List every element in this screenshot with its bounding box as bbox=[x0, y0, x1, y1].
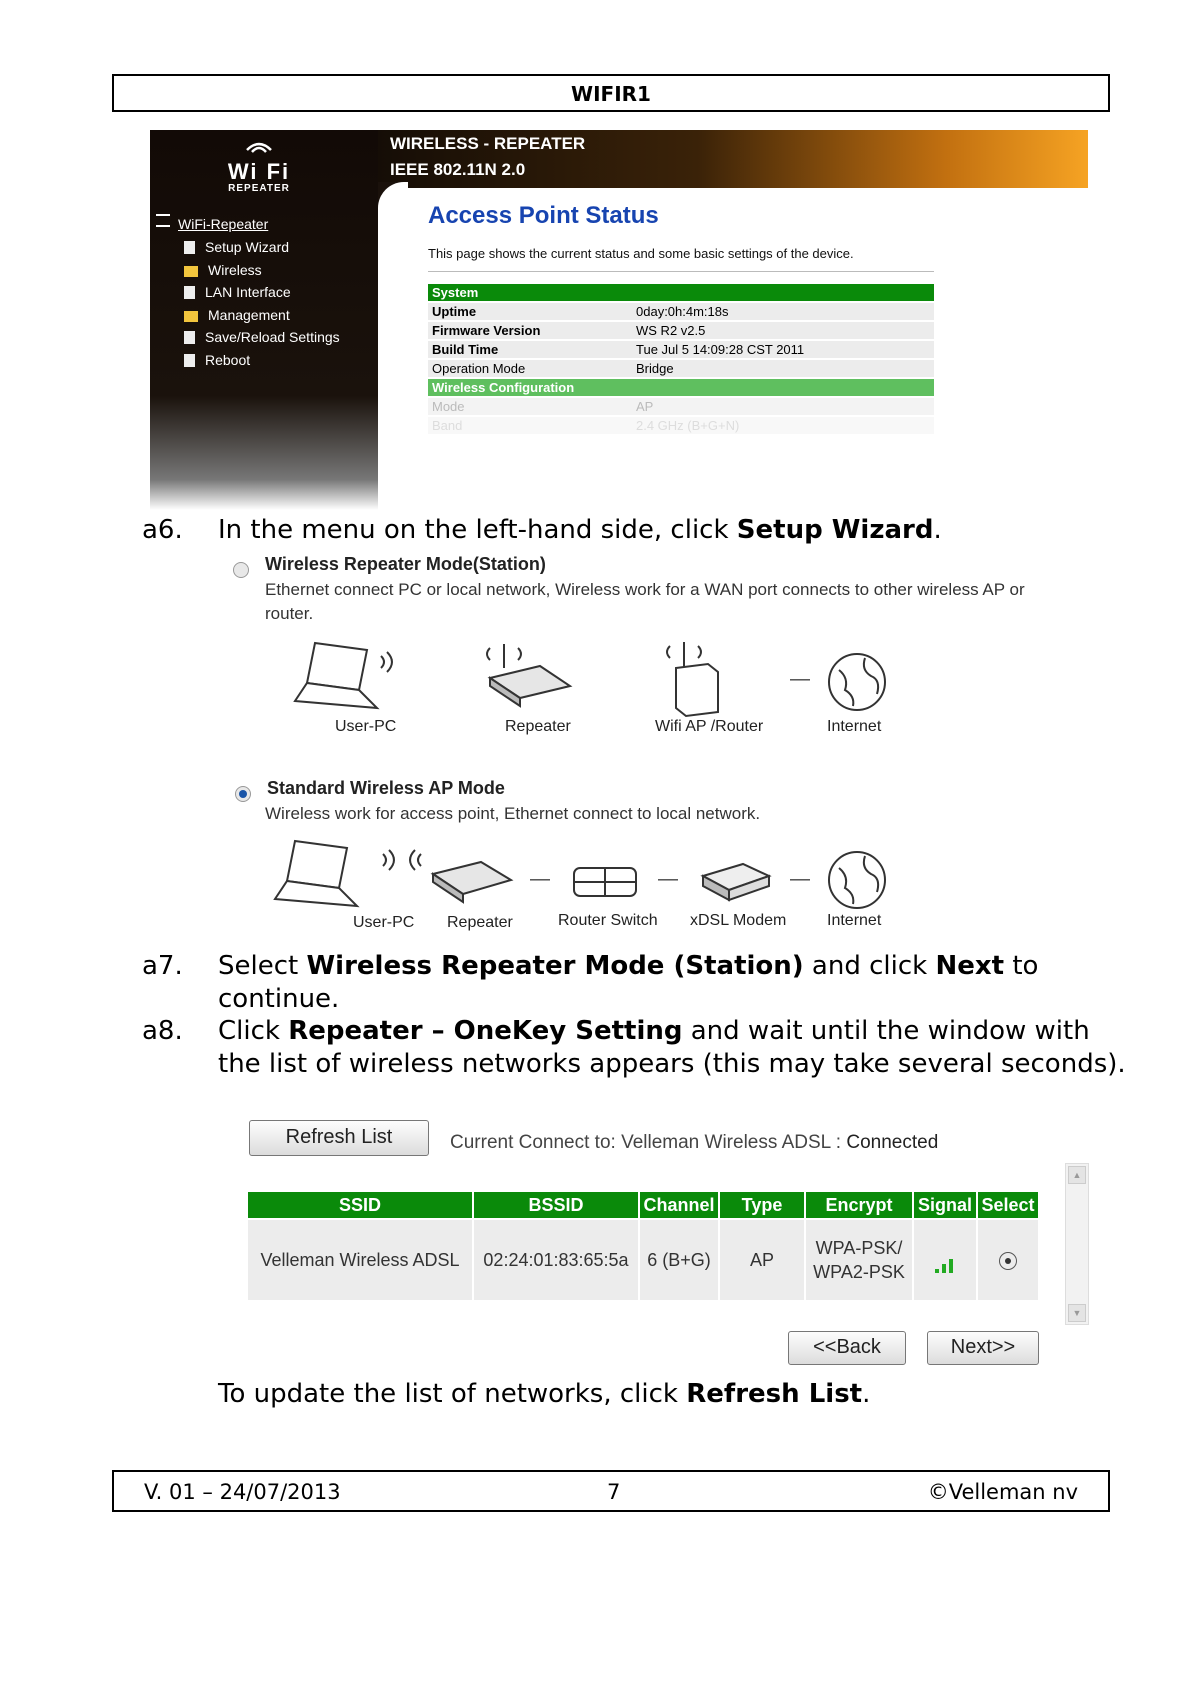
menu-item-wireless[interactable]: Wireless bbox=[184, 259, 340, 282]
wifi-signal-icon bbox=[244, 140, 274, 154]
repeater-icon bbox=[480, 638, 590, 718]
setup-wizard-mode-screenshot bbox=[225, 550, 1025, 935]
ssid-cell: Velleman Wireless ADSL bbox=[248, 1220, 472, 1300]
connector-dash: — bbox=[790, 868, 810, 890]
update-note: To update the list of networks, click Refresh List. bbox=[218, 1379, 871, 1409]
header-title: WIFIR1 bbox=[571, 82, 651, 106]
globe-icon bbox=[825, 650, 889, 714]
device-label: xDSL Modem bbox=[690, 912, 787, 929]
laptop-icon bbox=[285, 638, 415, 718]
device-label: Wifi AP /Router bbox=[655, 718, 764, 735]
device-label: Internet bbox=[827, 718, 882, 735]
device-label: User-PC bbox=[353, 914, 415, 931]
column-header: Signal bbox=[914, 1192, 976, 1218]
page-footer bbox=[112, 1470, 1110, 1512]
select-cell bbox=[978, 1220, 1038, 1300]
next-button[interactable]: Next>> bbox=[927, 1331, 1039, 1365]
tree-icon bbox=[156, 214, 170, 227]
banner-corner bbox=[378, 182, 408, 212]
logo-sub-text: REPEATER bbox=[228, 183, 290, 194]
column-header: Type bbox=[720, 1192, 804, 1218]
device-label: Router Switch bbox=[558, 912, 658, 929]
device-label: Repeater bbox=[505, 718, 571, 735]
mode2-description: Wireless work for access point, Ethernet connect to local network. bbox=[265, 804, 761, 823]
page-description: This page shows the current status and some basic settings of the device. bbox=[428, 246, 854, 261]
device-label: Repeater bbox=[447, 914, 513, 931]
scroll-down-icon[interactable]: ▼ bbox=[1068, 1304, 1086, 1322]
connected-status: Connected bbox=[846, 1132, 939, 1153]
menu-tree bbox=[156, 214, 340, 371]
footer-version: V. 01 – 24/07/2013 bbox=[144, 1480, 341, 1504]
network-table bbox=[246, 1190, 1040, 1302]
table-row: Operation Mode Bridge bbox=[428, 360, 934, 377]
column-header: Select bbox=[978, 1192, 1038, 1218]
back-button[interactable]: <<Back bbox=[788, 1331, 906, 1365]
footer-copyright: ©Velleman nv bbox=[927, 1480, 1078, 1504]
status-content bbox=[428, 202, 948, 436]
divider bbox=[428, 271, 934, 272]
table-row: Mode AP bbox=[428, 398, 934, 415]
device-label: User-PC bbox=[335, 718, 397, 735]
connector-dash: — bbox=[530, 868, 550, 890]
page-title: Access Point Status bbox=[428, 202, 659, 229]
network-list-screenshot bbox=[245, 1118, 1100, 1378]
signal-strength-icon bbox=[935, 1249, 956, 1273]
menu-item-lan-interface[interactable]: LAN Interface bbox=[184, 281, 340, 304]
connector-dash: — bbox=[658, 868, 678, 890]
banner-line2: IEEE 802.11N 2.0 bbox=[390, 160, 526, 179]
page-icon bbox=[184, 241, 195, 254]
globe-icon bbox=[825, 848, 889, 912]
column-header: Channel bbox=[640, 1192, 718, 1218]
select-radio[interactable] bbox=[999, 1252, 1017, 1270]
device-label: Internet bbox=[827, 912, 882, 929]
menu-item-save-reload[interactable]: Save/Reload Settings bbox=[184, 326, 340, 349]
menu-item-reboot[interactable]: Reboot bbox=[184, 349, 340, 372]
logo-main-text: Wi Fi bbox=[227, 159, 291, 184]
banner-line1: WIRELESS - REPEATER bbox=[390, 134, 586, 153]
column-header: SSID bbox=[248, 1192, 472, 1218]
router-switch-icon bbox=[570, 860, 640, 904]
connection-status: Current Connect to: Velleman Wireless ADSL : Connected bbox=[450, 1132, 939, 1153]
refresh-list-button[interactable]: Refresh List bbox=[249, 1120, 429, 1156]
footer-page-number: 7 bbox=[607, 1480, 621, 1504]
sidebar bbox=[150, 130, 378, 510]
table-row[interactable] bbox=[248, 1220, 1038, 1300]
column-header: Encrypt bbox=[806, 1192, 912, 1218]
folder-icon bbox=[184, 266, 198, 277]
menu-root[interactable]: WiFi-Repeater bbox=[156, 214, 340, 232]
wifi-logo bbox=[204, 140, 314, 194]
table-row: Firmware Version WS R2 v2.5 bbox=[428, 322, 934, 339]
scrollbar[interactable] bbox=[1065, 1163, 1089, 1325]
table-row: Build Time Tue Jul 5 14:09:28 CST 2011 bbox=[428, 341, 934, 358]
menu-item-setup-wizard[interactable]: Setup Wizard bbox=[184, 236, 340, 259]
section-wireless: Wireless Configuration bbox=[428, 379, 934, 396]
repeater-icon bbox=[425, 850, 525, 910]
banner bbox=[378, 130, 1088, 188]
menu-item-management[interactable]: Management bbox=[184, 304, 340, 327]
xdsl-modem-icon bbox=[695, 856, 775, 906]
mode1-title: Wireless Repeater Mode(Station) bbox=[265, 554, 546, 574]
wifi-router-icon bbox=[660, 632, 740, 722]
signal-cell bbox=[914, 1220, 976, 1300]
channel-cell: 6 (B+G) bbox=[640, 1220, 718, 1300]
folder-icon bbox=[184, 311, 198, 322]
table-row: Uptime 0day:0h:4m:18s bbox=[428, 303, 934, 320]
page-icon bbox=[184, 331, 195, 344]
bssid-cell: 02:24:01:83:65:5a bbox=[474, 1220, 638, 1300]
table-row: Band 2.4 GHz (B+G+N) bbox=[428, 417, 934, 434]
column-header: BSSID bbox=[474, 1192, 638, 1218]
access-point-status-screenshot bbox=[150, 130, 1088, 510]
page-icon bbox=[184, 354, 195, 367]
connector-dash: — bbox=[790, 668, 810, 690]
type-cell: AP bbox=[720, 1220, 804, 1300]
mode-radio-repeater[interactable] bbox=[233, 562, 249, 578]
mode2-title: Standard Wireless AP Mode bbox=[267, 778, 505, 798]
encrypt-cell: WPA-PSK/WPA2-PSK bbox=[806, 1220, 912, 1300]
mode1-description: Ethernet connect PC or local network, Wireless work for a WAN port connects to other wireless AP or router. bbox=[265, 580, 1025, 623]
section-system: System bbox=[428, 284, 934, 301]
laptop-icon bbox=[265, 836, 435, 916]
scroll-up-icon[interactable]: ▲ bbox=[1068, 1166, 1086, 1184]
mode-radio-ap[interactable] bbox=[235, 786, 251, 802]
page-icon bbox=[184, 286, 195, 299]
status-table bbox=[428, 282, 934, 436]
page-header bbox=[112, 74, 1110, 112]
